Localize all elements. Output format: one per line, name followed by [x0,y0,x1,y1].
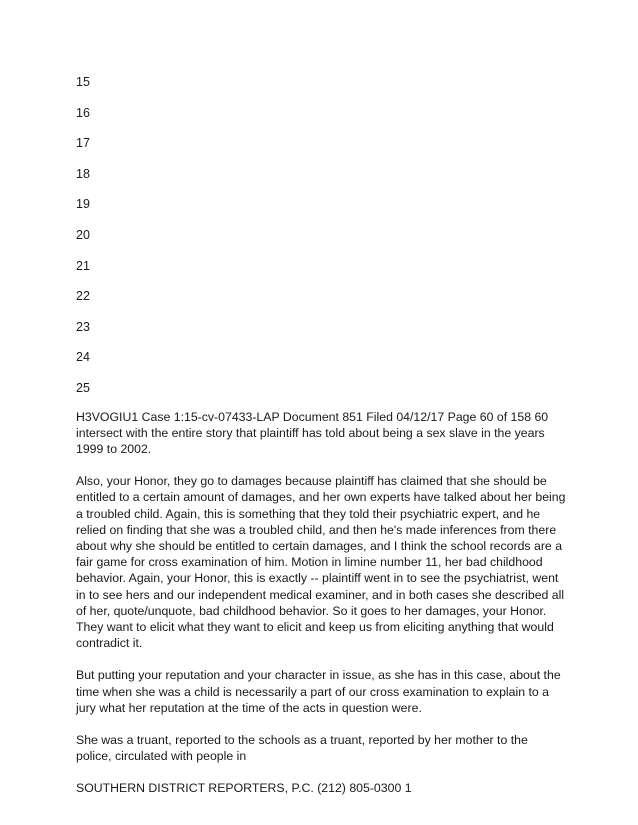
transcript-page [76,72,566,797]
line-number: 23 [76,319,90,334]
line-number: 19 [76,197,90,212]
line-number: 20 [76,227,90,242]
transcript-paragraph: Also, your Honor, they go to damages because plaintiff has claimed that she should be entitled to a certain amount of damages, and her own experts have talked about her being a troubled child. Again, this is something that they told their psychiatric expert, and he relied on finding that she was a troubled child, and then he's made inferences from there about why she should be entitled to certain damages, and I think the school records are a fair game for cross examination of him. Motion in limine number 11, her bad childhood behavior. Again, your Honor, this is exactly -- plaintiff went in to see the psychiatrist, went in to see hers and our independent medical examiner, and in both cases she described all of her, quote/unquote, bad childhood behavior. So it goes to her damages, your Honor. They want to elicit what they want to elicit and keep us from eliciting anything that would contradict it. [76,474,566,651]
line-number: 15 [76,75,90,89]
line-number: 16 [76,105,90,120]
transcript-paragraph: But putting your reputation and your character in issue, as she has in this case, about the time when she was a child is necessarily a part of our cross examination to explain to a jury what her reputation at the time of the acts in question were. [76,668,561,715]
transcript-paragraph: She was a truant, reported to the schools as a truant, reported by her mother to the police, circulated with people in [76,732,528,764]
transcript-header-paragraph: H3VOGIU1 Case 1:15-cv-07433-LAP Document 851 Filed 04/12/17 Page 60 of 158 60 intersect with the entire story that plaintiff has told about being a sex slave in the years 1999 to 2002. [76,409,549,456]
line-number: 18 [76,166,90,181]
line-number: 21 [76,258,90,273]
line-number: 24 [76,350,90,365]
reporter-footer: SOUTHERN DISTRICT REPORTERS, P.C. (212) 805-0300 1 [76,781,412,796]
line-number-column [76,72,566,409]
line-number: 22 [76,289,90,304]
line-number: 17 [76,136,90,151]
line-number: 25 [76,380,90,395]
